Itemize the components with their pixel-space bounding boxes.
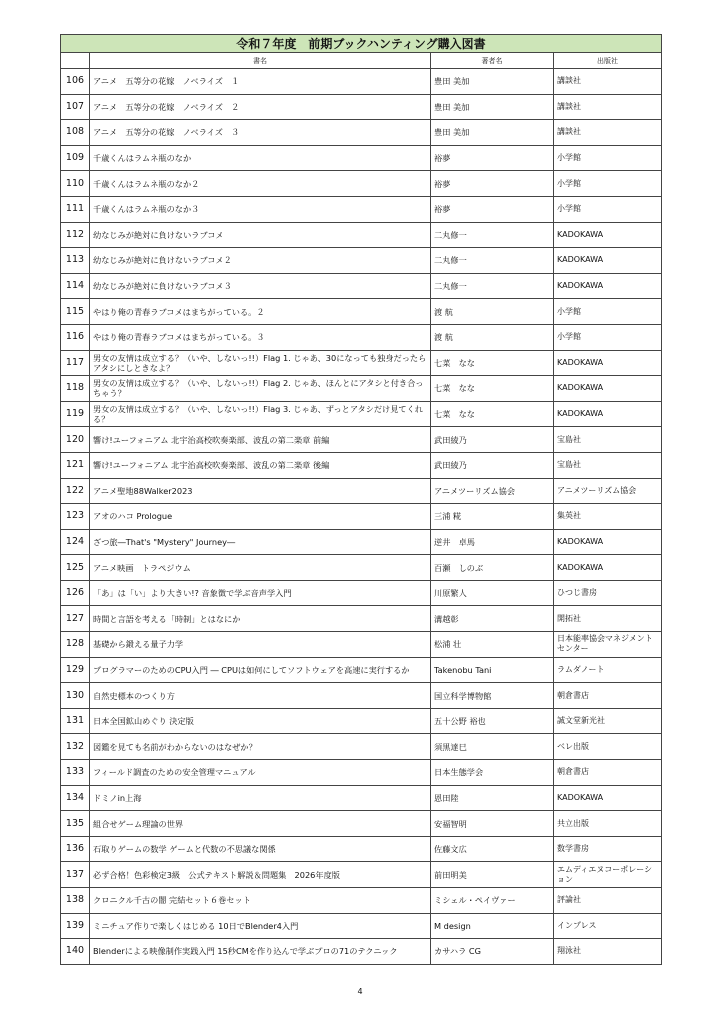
- book-title: アニメ 五等分の花嫁 ノベライズ ３: [90, 120, 431, 146]
- book-publisher: KADOKAWA: [554, 401, 662, 427]
- table-row: [61, 606, 662, 632]
- row-number: 109: [61, 145, 90, 171]
- table-body: [61, 69, 662, 965]
- book-title: Blenderによる映像制作実践入門 15秒CMを作り込んで学ぶプロの71のテクニック: [90, 939, 431, 965]
- book-author: 豊田 美加: [431, 94, 554, 120]
- table-row: [61, 504, 662, 530]
- table-row: [61, 350, 662, 376]
- row-number: 107: [61, 94, 90, 120]
- table-row: [61, 785, 662, 811]
- row-number: 117: [61, 350, 90, 376]
- book-author: 二丸修一: [431, 222, 554, 248]
- book-author: 裕夢: [431, 196, 554, 222]
- book-title: 響け!ユーフォニアム 北宇治高校吹奏楽部、波乱の第二楽章 前編: [90, 427, 431, 453]
- row-number: 120: [61, 427, 90, 453]
- book-publisher: KADOKAWA: [554, 273, 662, 299]
- book-author: 渡 航: [431, 324, 554, 350]
- table-row: [61, 734, 662, 760]
- book-author: 安福智明: [431, 811, 554, 837]
- header-author: 著者名: [431, 53, 554, 69]
- book-title: 男女の友情は成立する？（いや、しないっ!!）Flag 3. じゃあ、ずっとアタシだけ見てくれる？: [90, 401, 431, 427]
- book-publisher: ひつじ書房: [554, 580, 662, 606]
- row-number: 133: [61, 760, 90, 786]
- book-author: 五十公野 裕也: [431, 708, 554, 734]
- book-title: 幼なじみが絶対に負けないラブコメ: [90, 222, 431, 248]
- book-publisher: 講談社: [554, 94, 662, 120]
- table-row: [61, 299, 662, 325]
- book-title: 組合せゲーム理論の世界: [90, 811, 431, 837]
- row-number: 127: [61, 606, 90, 632]
- row-number: 115: [61, 299, 90, 325]
- table-row: [61, 657, 662, 683]
- table-row: [61, 913, 662, 939]
- book-author: 佐藤文広: [431, 836, 554, 862]
- book-publisher: 誠文堂新光社: [554, 708, 662, 734]
- row-number: 125: [61, 555, 90, 581]
- row-number: 123: [61, 504, 90, 530]
- book-publisher: 朝倉書店: [554, 760, 662, 786]
- table-row: [61, 939, 662, 965]
- book-publisher: KADOKAWA: [554, 248, 662, 274]
- table-row: [61, 836, 662, 862]
- book-author: 二丸修一: [431, 273, 554, 299]
- row-number: 140: [61, 939, 90, 965]
- book-title: プログラマーのためのCPU入門 ― CPUは如何にしてソフトウェアを高速に実行するか: [90, 657, 431, 683]
- table-row: [61, 452, 662, 478]
- book-title: アニメ 五等分の花嫁 ノベライズ ２: [90, 94, 431, 120]
- table-row: [61, 427, 662, 453]
- table-row: [61, 145, 662, 171]
- book-publisher: エムディエヌコーポレーション: [554, 862, 662, 888]
- row-number: 137: [61, 862, 90, 888]
- book-publisher: 宝島社: [554, 452, 662, 478]
- row-number: 112: [61, 222, 90, 248]
- row-number: 132: [61, 734, 90, 760]
- book-title: 基礎から鍛える量子力学: [90, 632, 431, 658]
- table-row: [61, 760, 662, 786]
- row-number: 106: [61, 69, 90, 95]
- book-author: 七菜 なな: [431, 350, 554, 376]
- book-author: 豊田 美加: [431, 120, 554, 146]
- row-number: 118: [61, 376, 90, 402]
- book-title: 石取りゲームの数学 ゲームと代数の不思議な関係: [90, 836, 431, 862]
- row-number: 114: [61, 273, 90, 299]
- book-publisher: 評論社: [554, 888, 662, 914]
- book-author: 武田綾乃: [431, 452, 554, 478]
- book-publisher: KADOKAWA: [554, 376, 662, 402]
- header-number: [61, 53, 90, 69]
- row-number: 121: [61, 452, 90, 478]
- book-publisher: KADOKAWA: [554, 555, 662, 581]
- book-publisher: KADOKAWA: [554, 785, 662, 811]
- book-publisher: 講談社: [554, 120, 662, 146]
- book-title: 男女の友情は成立する？（いや、しないっ!!）Flag 1. じゃあ、30になっても独身だったらアタシにしときなよ？: [90, 350, 431, 376]
- row-number: 134: [61, 785, 90, 811]
- book-author: アニメツーリズム協会: [431, 478, 554, 504]
- book-author: 豊田 美加: [431, 69, 554, 95]
- book-publisher: アニメツーリズム協会: [554, 478, 662, 504]
- book-author: 裕夢: [431, 171, 554, 197]
- row-number: 131: [61, 708, 90, 734]
- row-number: 126: [61, 580, 90, 606]
- header-title: 書名: [90, 53, 431, 69]
- table-row: [61, 222, 662, 248]
- book-publisher: 集英社: [554, 504, 662, 530]
- table-row: [61, 708, 662, 734]
- row-number: 139: [61, 913, 90, 939]
- book-title: 「あ」は「い」より大きい!? 音象徴で学ぶ音声学入門: [90, 580, 431, 606]
- book-author: 溝越彰: [431, 606, 554, 632]
- row-number: 135: [61, 811, 90, 837]
- book-title: 幼なじみが絶対に負けないラブコメ２: [90, 248, 431, 274]
- book-title: 千歳くんはラムネ瓶のなか: [90, 145, 431, 171]
- book-author: 松浦 壮: [431, 632, 554, 658]
- table-row: [61, 376, 662, 402]
- book-author: 逆井 卓馬: [431, 529, 554, 555]
- book-publisher: 日本能率協会マネジメントセンター: [554, 632, 662, 658]
- book-publisher: 小学館: [554, 299, 662, 325]
- book-publisher: 小学館: [554, 196, 662, 222]
- book-title: アオのハコ Prologue: [90, 504, 431, 530]
- book-title: 日本全国鉱山めぐり 決定版: [90, 708, 431, 734]
- table-row: [61, 529, 662, 555]
- book-title: 図鑑を見ても名前がわからないのはなぜか？: [90, 734, 431, 760]
- book-title: ドミノin上海: [90, 785, 431, 811]
- table-row: [61, 683, 662, 709]
- book-publisher: 翔泳社: [554, 939, 662, 965]
- table-row: [61, 171, 662, 197]
- book-author: 須黒達巳: [431, 734, 554, 760]
- book-author: 国立科学博物館: [431, 683, 554, 709]
- book-title: 必ず合格！色彩検定3級 公式テキスト解説＆問題集 2026年度版: [90, 862, 431, 888]
- book-title: 千歳くんはラムネ瓶のなか３: [90, 196, 431, 222]
- row-number: 108: [61, 120, 90, 146]
- book-title: アニメ聖地88Walker2023: [90, 478, 431, 504]
- book-title: 男女の友情は成立する？（いや、しないっ!!）Flag 2. じゃあ、ほんとにアタシと付き合っちゃう？: [90, 376, 431, 402]
- book-title: やはり俺の青春ラブコメはまちがっている。２: [90, 299, 431, 325]
- book-author: M design: [431, 913, 554, 939]
- row-number: 130: [61, 683, 90, 709]
- table-row: [61, 811, 662, 837]
- table-row: [61, 248, 662, 274]
- book-title: アニメ 五等分の花嫁 ノベライズ １: [90, 69, 431, 95]
- book-title: ざつ旅―That's "Mystery" Journey―: [90, 529, 431, 555]
- book-author: 恩田陸: [431, 785, 554, 811]
- table-row: [61, 888, 662, 914]
- book-author: 武田綾乃: [431, 427, 554, 453]
- row-number: 119: [61, 401, 90, 427]
- row-number: 128: [61, 632, 90, 658]
- table-row: [61, 632, 662, 658]
- book-publisher: ラムダノート: [554, 657, 662, 683]
- book-author: 渡 航: [431, 299, 554, 325]
- page-number: 4: [357, 987, 363, 996]
- book-publisher: KADOKAWA: [554, 350, 662, 376]
- table-row: [61, 478, 662, 504]
- row-number: 111: [61, 196, 90, 222]
- row-number: 122: [61, 478, 90, 504]
- header-publisher: 出版社: [554, 53, 662, 69]
- row-number: 116: [61, 324, 90, 350]
- book-publisher: 数学書房: [554, 836, 662, 862]
- row-number: 138: [61, 888, 90, 914]
- row-number: 129: [61, 657, 90, 683]
- book-publisher: 共立出版: [554, 811, 662, 837]
- book-author: 三浦 糀: [431, 504, 554, 530]
- book-author: ミシェル・ペイヴァー: [431, 888, 554, 914]
- book-publisher: 開拓社: [554, 606, 662, 632]
- book-author: 七菜 なな: [431, 401, 554, 427]
- book-title: ミニチュア作りで楽しくはじめる 10日でBlender4入門: [90, 913, 431, 939]
- book-publisher: 小学館: [554, 324, 662, 350]
- row-number: 113: [61, 248, 90, 274]
- book-author: 百瀬 しのぶ: [431, 555, 554, 581]
- row-number: 110: [61, 171, 90, 197]
- book-title: アニメ映画 トラペジウム: [90, 555, 431, 581]
- book-publisher: 宝島社: [554, 427, 662, 453]
- book-title: 幼なじみが絶対に負けないラブコメ３: [90, 273, 431, 299]
- header-row: [61, 53, 662, 69]
- book-author: Takenobu Tani: [431, 657, 554, 683]
- book-title: フィールド調査のための安全管理マニュアル: [90, 760, 431, 786]
- book-author: 二丸修一: [431, 248, 554, 274]
- book-title: やはり俺の青春ラブコメはまちがっている。３: [90, 324, 431, 350]
- table-row: [61, 94, 662, 120]
- book-title: 響け!ユーフォニアム 北宇治高校吹奏楽部、波乱の第二楽章 後編: [90, 452, 431, 478]
- book-publisher: インプレス: [554, 913, 662, 939]
- book-title: 千歳くんはラムネ瓶のなか２: [90, 171, 431, 197]
- book-author: 裕夢: [431, 145, 554, 171]
- row-number: 124: [61, 529, 90, 555]
- table-row: [61, 555, 662, 581]
- book-publisher: 講談社: [554, 69, 662, 95]
- book-publisher: 小学館: [554, 145, 662, 171]
- book-publisher: 小学館: [554, 171, 662, 197]
- table-title: 令和７年度 前期ブックハンティング購入図書: [61, 35, 662, 53]
- table-row: [61, 196, 662, 222]
- row-number: 136: [61, 836, 90, 862]
- book-publisher: 朝倉書店: [554, 683, 662, 709]
- table-row: [61, 69, 662, 95]
- book-publisher: ベレ出版: [554, 734, 662, 760]
- table-row: [61, 862, 662, 888]
- book-publisher: KADOKAWA: [554, 222, 662, 248]
- table-row: [61, 273, 662, 299]
- table-row: [61, 580, 662, 606]
- book-title: クロニクル千古の闇 完結セット６巻セット: [90, 888, 431, 914]
- book-title: 時間と言語を考える「時制」とはなにか: [90, 606, 431, 632]
- book-author: 前田明美: [431, 862, 554, 888]
- book-author: カサハラ CG: [431, 939, 554, 965]
- book-publisher: KADOKAWA: [554, 529, 662, 555]
- table-row: [61, 324, 662, 350]
- book-list-table: [60, 34, 662, 965]
- book-title: 自然史標本のつくり方: [90, 683, 431, 709]
- table-row: [61, 401, 662, 427]
- table-row: [61, 120, 662, 146]
- book-author: 七菜 なな: [431, 376, 554, 402]
- book-author: 日本生態学会: [431, 760, 554, 786]
- book-author: 川原繁人: [431, 580, 554, 606]
